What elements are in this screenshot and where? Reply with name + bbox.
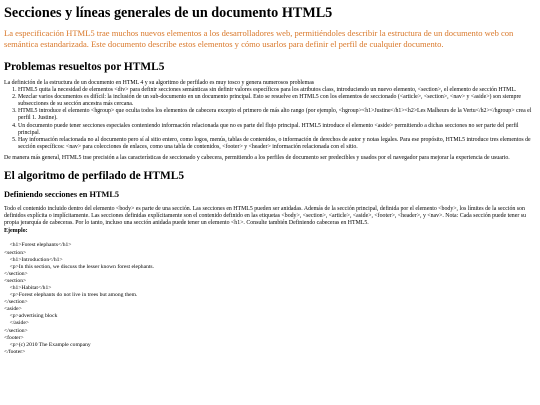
list-item: 4. Un documento puede tener secciones especiales conteniendo información relacionada que no es parte del flujo principal. HTML5 introduce el elemento <aside> permitiendo a dichas secciones no ser parte del perfil principal. [18, 123, 536, 137]
problems-lead: La definición de la estructura de un documento en HTML 4 y su algoritmo de perfilado es muy tosco y genera numerosos problemas [4, 80, 315, 86]
defining-sections-body: Todo el contenido incluido dentro del elemento <body> es parte de una sección. Las secciones en HTML5 pueden ser anidadas. Además de la sección principal, definida por el elemento <body>, los límites de la sección son definidos explícita o implícitamente. Las secciones definidas explícitamente son el contenido definido en las etiquetas <body>, <section>, <article>, <aside>, <footer>, <header>, y <nav>. Nota: Cada sección puede tener su propia jerarquía de cabeceras. Por lo tanto, incluso una sección anidada puede tener un elemento <h1>. Consulte también Definiendo cabeceras en HTML5. [4, 206, 526, 227]
list-item: 2. Mezclar varios documentos es difícil: la inclusión de un sub-documento en un documento principal. Esto se resuelve en HTML5 con los elementos de seccionado (<article>, <section>, <nav> y <aside>) son siempre subsecciones de su sección ancestra más cercana. [18, 94, 536, 108]
page-title: Secciones y líneas generales de un documento HTML5 [4, 5, 333, 21]
example-label: Ejemplo: [4, 228, 28, 235]
subheading-defining-sections: Definiendo secciones en HTML5 [4, 190, 119, 200]
list-item: 3. HTML5 introduce el elemento <hgroup> que oculta todos los elementos de cabecera excepto el primero de más alto rango (por ejemplo, <hgroup><h1>Justine</h1><h2>Les Malheurs de la Vertu</h2></hgroup> crea el perfil 1. Justine). [18, 108, 536, 122]
intro-paragraph: La especificación HTML5 trae muchos nuevos elementos a los desarrolladores web, permitiéndoles describir la estructura de un documento web con semántica estandarizada. Este documento describe estos elementos y cómo usarlos para definir el perfil de cualquier documento. [4, 28, 514, 49]
list-item: 5. Hay información relacionada no al documento pero sí al sitio entero, como logos, menús, tablas de contenidos, o información de derechos de autor y notas legales. Para ese propósito, HTML5 introduce tres elementos de sección específicos: <nav> para colecciones de enlaces, como una tabla de contenidos, <footer> y <header> información relacionada con el sitio. [18, 137, 536, 151]
section-heading-problems: Problemas resueltos por HTML5 [4, 61, 165, 73]
problems-closing: De manera más general, HTML5 trae precisión a las características de seccionado y cabecera, permitiendo a los perfiles de documento ser predecibles y usados por el navegador para mejorar la experiencia de usuario. [4, 154, 510, 161]
code-example: <h1>Forest elephants</h1> <section> <h1>Introduction</h1> <p>In this section, we discuss the lesser known forest elephants. </section> <section> <h1>Habitat</h1> <p>Forest elephants do not live in trees but among them. </section> <aside> <p>advertising block </aside> </section> <footer> <p>(c) 2010 The Example company </footer> [4, 242, 155, 355]
problems-list [4, 87, 536, 151]
section-heading-algorithm: El algoritmo de perfilado de HTML5 [4, 170, 185, 183]
list-item: 1. HTML5 quita la necesidad de elementos <div> para definir secciones semánticas sin definir valores específicos para los atributos class, introduciendo un nuevo elemento, <section>, el elemento de sección HTML. [18, 87, 536, 94]
